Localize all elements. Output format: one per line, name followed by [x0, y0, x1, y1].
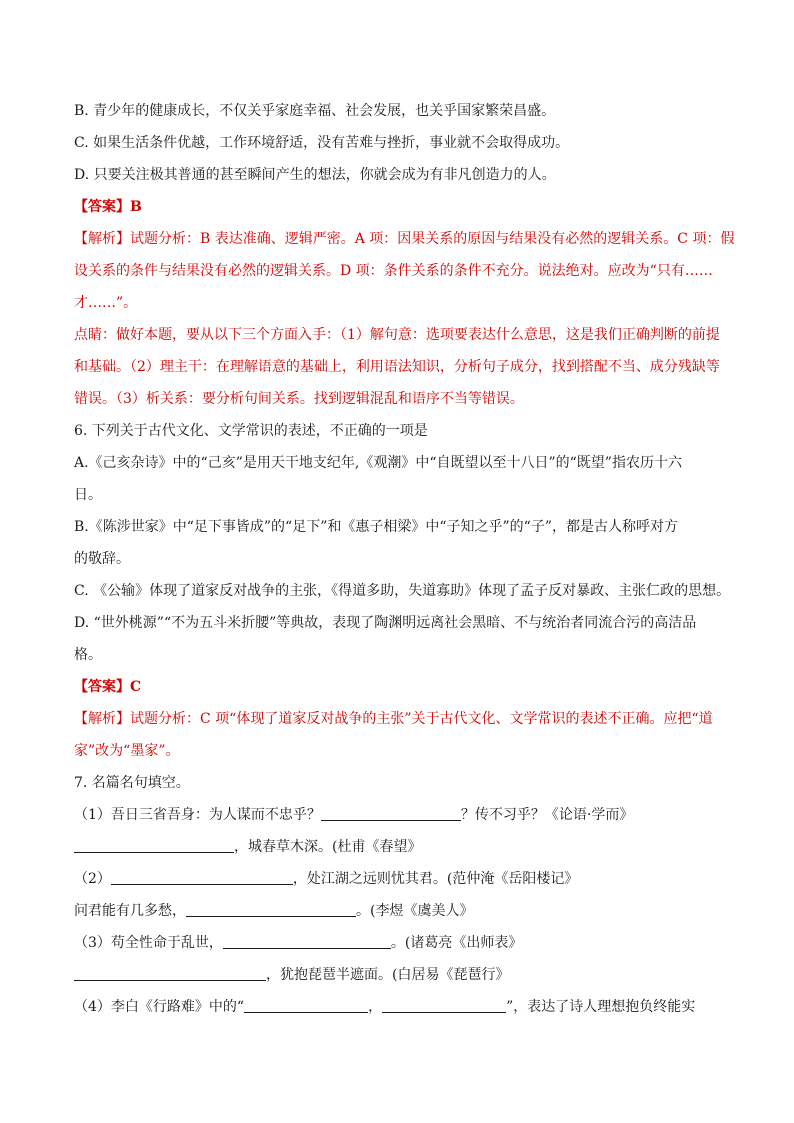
analysis-6-line-2: 家”改为“墨家”。 [74, 743, 180, 759]
analysis-5-line-3: 才……”。 [74, 295, 138, 311]
option-d: D. 只要关注极其普通的甚至瞬间产生的想法，你就会成为有非凡创造力的人。 [74, 167, 556, 183]
content [74, 0, 735, 1123]
answer-blank[interactable] [382, 998, 506, 1013]
q7-line-4 [74, 901, 473, 921]
q7-line-4-prefix: 问君能有几多愁， [74, 903, 186, 919]
q7-line-2 [74, 837, 421, 857]
q6-option-a-line-2: 日。 [74, 487, 102, 503]
option-c: C. 如果生活条件优越，工作环境舒适，没有苦难与挫折，事业就不会取得成功。 [74, 135, 570, 151]
q7-line-5 [74, 933, 522, 953]
analysis-5-line-2: 设关系的条件与结果没有必然的逻辑关系。D 项：条件关系的条件不充分。说法绝对。应改为“只有…… [74, 263, 713, 279]
q7-line-7-suffix: ”，表达了诗人理想抱负终能实 [506, 999, 696, 1015]
q7-line-7-separator: ， [368, 999, 383, 1015]
q6-option-d-line-1: D. “世外桃源”“不为五斗米折腰”等典故，表现了陶渊明远离社会黑暗、不与统治者同流合污的高洁品 [74, 615, 697, 631]
answer-blank[interactable] [74, 838, 234, 853]
q7-line-1-prefix: （1）吾日三省吾身：为人谋而不忠乎？ [74, 807, 321, 823]
q7-line-7 [74, 997, 695, 1017]
tip-5-line-3: 错误。（3）析关系：要分析句间关系。找到逻辑混乱和语序不当等错误。 [74, 391, 524, 407]
answer-blank[interactable] [186, 902, 356, 917]
q7-line-1 [74, 805, 633, 825]
q6-option-c: C. 《公输》体现了道家反对战争的主张，《得道多助，失道寡助》体现了孟子反对暴政、主张仁政的思想。 [74, 583, 731, 599]
q7-line-7-prefix: （4）李白《行路难》中的“ [74, 999, 245, 1015]
q7-line-6-suffix: ，犹抱琵琶半遮面。(白居易《琵琶行》 [266, 967, 510, 983]
answer-blank[interactable] [111, 870, 293, 885]
q7-line-2-suffix: ，城春草木深。(杜甫《春望》 [234, 839, 422, 855]
tip-5-line-1: 点睛：做好本题，要从以下三个方面入手：（1）解句意：选项要表达什么意思，这是我们正确判断的前提 [74, 327, 720, 343]
q6-option-a-line-1: A.《己亥杂诗》中的“己亥”是用天干地支纪年,《观潮》中“自既望以至十八日”的“既望”指农历十六 [74, 455, 682, 471]
answer-blank[interactable] [223, 934, 391, 949]
analysis-5-line-1: 【解析】试题分析：B 表达准确、逻辑严密。A 项：因果关系的原因与结果没有必然的逻辑关系。C 项：假 [74, 231, 735, 247]
option-b: B. 青少年的健康成长，不仅关乎家庭幸福、社会发展，也关乎国家繁荣昌盛。 [74, 103, 556, 119]
q7-line-3-prefix: （2） [74, 871, 111, 887]
q7-line-3-suffix: ，处江湖之远则忧其君。(范仲淹《岳阳楼记》 [292, 871, 579, 887]
analysis-6-line-1: 【解析】试题分析：C 项“体现了道家反对战争的主张”关于古代文化、文学常识的表述不正确。应把“道 [74, 711, 713, 727]
answer-6: 【答案】C [74, 679, 142, 695]
q7-line-5-suffix: 。(诸葛亮《出师表》 [390, 935, 523, 951]
q7-line-3 [74, 869, 578, 889]
question-6-stem: 6. 下列关于古代文化、文学常识的表述，不正确的一项是 [74, 423, 428, 439]
answer-5: 【答案】B [74, 199, 142, 215]
q7-line-1-suffix: ？传不习乎？《论语·学而》 [460, 807, 634, 823]
q6-option-b-line-2: 的敬辞。 [74, 551, 130, 567]
question-7-stem: 7. 名篇名句填空。 [74, 775, 190, 791]
answer-blank[interactable] [74, 966, 266, 981]
tip-5-line-2: 和基础。（2）理主干：在理解语意的基础上，利用语法知识，分析句子成分，找到搭配不当、成分残缺等 [74, 359, 720, 375]
q6-option-b-line-1: B.《陈涉世家》中“足下事皆成”的“足下”和《惠子相梁》中“子知之乎”的“子”，都是古人称呼对方 [74, 519, 678, 535]
answer-blank[interactable] [321, 806, 461, 821]
q7-line-6 [74, 965, 509, 985]
q7-line-4-suffix: 。(李煜《虞美人》 [356, 903, 474, 919]
q6-option-d-line-2: 格。 [74, 647, 102, 663]
q7-line-5-prefix: （3）苟全性命于乱世， [74, 935, 223, 951]
answer-blank[interactable] [244, 998, 368, 1013]
